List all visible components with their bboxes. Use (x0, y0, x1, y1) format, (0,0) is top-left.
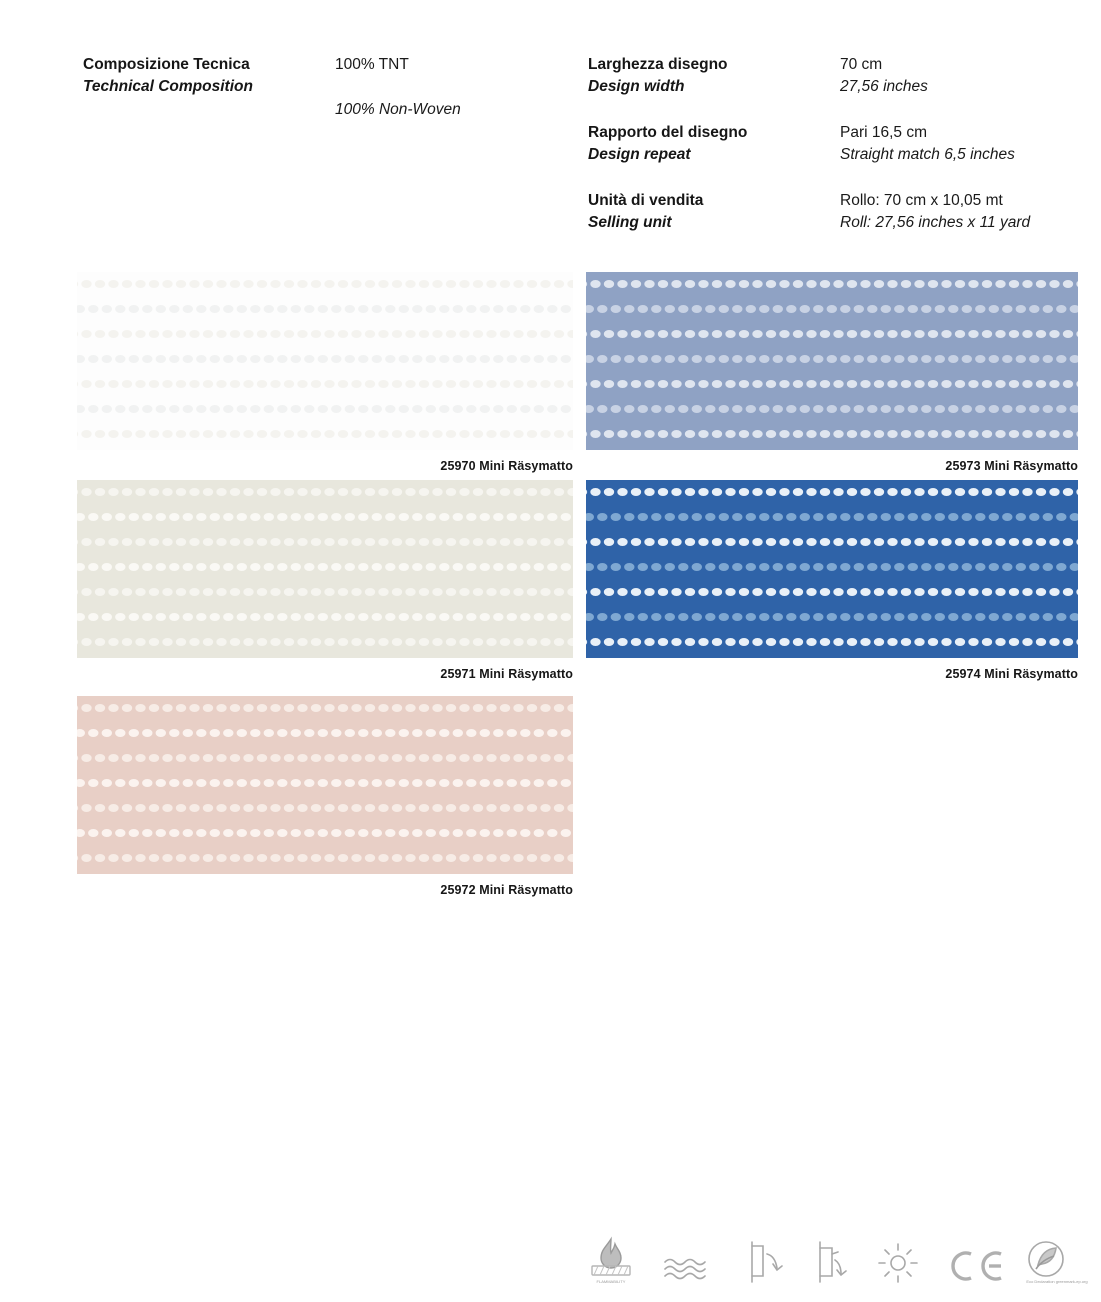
spec-label-en: Design width (588, 78, 685, 95)
spec-row-design-repeat (588, 122, 1088, 166)
spec-labels (588, 190, 840, 234)
spec-label-it: Rapporto del disegno (588, 124, 748, 141)
swatch-caption: 25973 Mini Räsymatto (945, 459, 1078, 473)
spec-values (840, 122, 1088, 166)
spec-value-it: Pari 16,5 cm (840, 124, 928, 141)
spec-labels (588, 122, 840, 166)
swatch-image (77, 272, 573, 450)
eco-declaration-label: Eco Declaration greenmark-ep.org (1026, 1279, 1088, 1284)
spec-row-composition (83, 54, 583, 121)
swatch-item[interactable] (586, 480, 1078, 681)
spec-labels (588, 54, 840, 98)
ce-mark-icon (944, 1226, 1012, 1284)
spec-value-it: Rollo: 70 cm x 10,05 mt (840, 192, 1003, 209)
peelable-icon (806, 1226, 858, 1284)
spec-label-it: Composizione Tecnica (83, 56, 250, 73)
swatch-caption: 25970 Mini Räsymatto (440, 459, 573, 473)
swatch-image (77, 480, 573, 658)
spec-column-right (588, 54, 1088, 258)
spec-labels (83, 54, 335, 121)
specification-table (0, 0, 1101, 250)
spec-row-selling-unit (588, 190, 1088, 234)
spec-values (840, 190, 1088, 234)
swatch-item[interactable] (77, 272, 573, 473)
spec-row-design-width (588, 54, 1088, 98)
washable-waves-icon (656, 1226, 718, 1284)
swatch-caption: 25974 Mini Räsymatto (945, 667, 1078, 681)
care-symbols-bar (0, 1224, 1101, 1284)
swatch-image (77, 696, 573, 874)
flammability-icon (580, 1226, 642, 1284)
spec-value-en: 100% Non-Woven (335, 101, 461, 118)
eco-declaration-icon (1026, 1226, 1088, 1284)
swatch-item[interactable] (586, 272, 1078, 473)
spec-value-en: 27,56 inches (840, 78, 928, 95)
spec-label-it: Unità di vendita (588, 192, 704, 209)
swatch-image (586, 480, 1078, 658)
spec-label-en: Selling unit (588, 214, 672, 231)
spec-values (335, 54, 583, 121)
lightfastness-sun-icon (870, 1226, 926, 1284)
swatch-caption: 25972 Mini Räsymatto (440, 883, 573, 897)
swatch-image (586, 272, 1078, 450)
flammability-label: FLAMMABILITY (596, 1279, 626, 1284)
spec-label-it: Larghezza disegno (588, 56, 728, 73)
strippable-icon (740, 1226, 792, 1284)
spec-label-en: Technical Composition (83, 78, 253, 95)
swatch-item[interactable] (77, 696, 573, 897)
spec-value-en: Straight match 6,5 inches (840, 146, 1015, 163)
spec-label-en: Design repeat (588, 146, 691, 163)
swatch-caption: 25971 Mini Räsymatto (440, 667, 573, 681)
swatch-item[interactable] (77, 480, 573, 681)
spec-value-en: Roll: 27,56 inches x 11 yard (840, 214, 1031, 231)
spec-column-left (83, 54, 583, 145)
spec-value-it: 70 cm (840, 56, 883, 73)
spec-value-it: 100% TNT (335, 56, 409, 73)
spec-values (840, 54, 1088, 98)
